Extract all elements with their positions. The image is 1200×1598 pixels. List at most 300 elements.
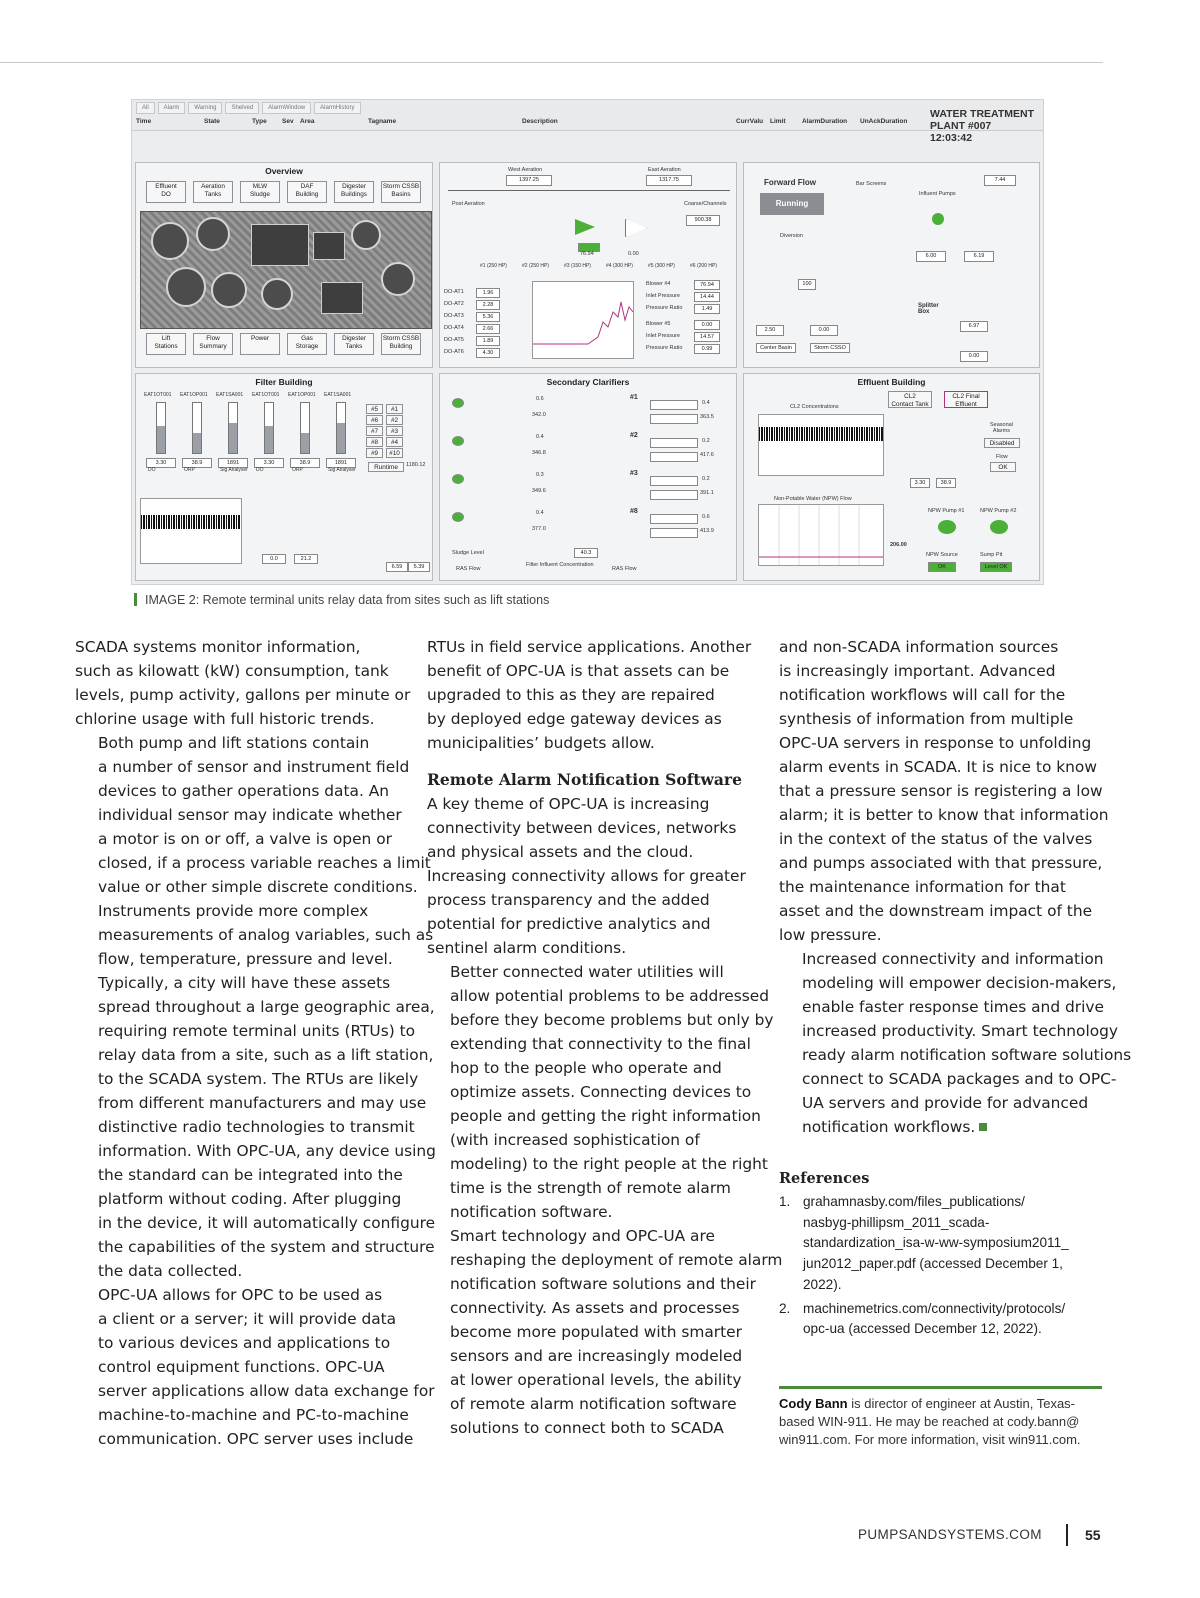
filter-trend-chart [140, 498, 242, 564]
filter-influent-label: Filter Influent Concentration [526, 562, 594, 568]
text-line: potential for predictive analytics and [427, 915, 711, 933]
text-line: a number of sensor and instrument field [98, 758, 410, 776]
article-column-1 [75, 635, 436, 1451]
text-line: and pumps associated with that pressure, [779, 854, 1103, 872]
clarifier-value: 0.2 [702, 438, 710, 444]
npw-trend-chart [758, 504, 884, 566]
npw-pump-1-icon [938, 520, 956, 534]
npw-source-status: OK [928, 562, 956, 572]
plant-title-line2: PLANT #007 [930, 120, 992, 132]
do-tag: DO-AT1 [444, 289, 464, 295]
text-line: chlorine usage with full historic trends. [75, 710, 375, 728]
effluent-orp-value: 38.9 [936, 478, 956, 488]
blower-label: #5 (300 HP) [648, 263, 675, 269]
references-title: References [779, 1170, 870, 1187]
paragraph [427, 792, 757, 960]
clarifier-value: 391.1 [700, 490, 714, 496]
filter-reading: 3.30 [146, 458, 176, 468]
text-line: A key theme of OPC-UA is increasing [427, 795, 710, 813]
clarifier-unit-label: #2 [630, 432, 638, 439]
alarm-column-header: UnAckDuration [860, 118, 908, 125]
text-line: increased productivity. Smart technology [802, 1022, 1119, 1040]
influent-pump-running-icon [932, 213, 944, 225]
text-line: become more populated with smarter [450, 1323, 742, 1341]
section-heading: Remote Alarm Notification Software [427, 770, 742, 789]
alarm-column-header: Type [252, 118, 267, 125]
filter-bottom-value-1: 6.59 [386, 562, 408, 572]
clarifier-unit-label: #3 [630, 470, 638, 477]
effluent-flow-ok-button[interactable]: OK [990, 462, 1016, 472]
daf-sludge-value: 21.2 [294, 554, 318, 564]
text-line: UA servers and provide for advanced [802, 1094, 1089, 1112]
text-line: ready alarm notification software solutions [802, 1046, 1132, 1064]
clarifier-value: 363.5 [700, 414, 714, 420]
filter-gauge [228, 402, 238, 454]
clarifier-level-bar [650, 438, 698, 448]
text-line: notification software solutions and their [450, 1275, 756, 1293]
alarm-column-header: Tagname [368, 118, 397, 125]
filter-tag: EAT1OT001 [252, 392, 280, 398]
text-line: individual sensor may indicate whether [98, 806, 402, 824]
west-aeration-value: 1397.25 [506, 175, 552, 186]
blower-detail-label: Pressure Ratio [646, 305, 683, 311]
text-line: to various devices and applications to [98, 1334, 391, 1352]
aeration-panel [439, 162, 737, 368]
text-line: (with increased sophistication of [450, 1131, 700, 1149]
overview-panel [135, 162, 433, 368]
text-line: closed, if a process variable reaches a limit [98, 854, 431, 872]
alarm-tabs [136, 102, 361, 114]
text-line: enable faster response times and drive [802, 998, 1104, 1016]
clarifier-unit-label: #8 [630, 508, 638, 515]
alarm-column-header: Sev [282, 118, 294, 125]
reference-item [779, 1192, 1109, 1296]
ras-flow-label-2: RAS Flow [612, 566, 637, 572]
secondary-clarifiers-panel [439, 373, 737, 581]
filter-trend-noise [141, 515, 241, 529]
reference-line: grahamnasby.com/files_publications/ [803, 1194, 1025, 1209]
npw-flow-title: Non-Potable Water (NPW) Flow [774, 496, 852, 502]
reference-line: 2022). [803, 1276, 842, 1292]
text-line: at lower operational levels, the ability [450, 1371, 742, 1389]
text-line: a motor is on or off, a valve is open or [98, 830, 392, 848]
npw-flow-value: 206.00 [890, 542, 907, 548]
plant-title-line1: WATER TREATMENT [930, 108, 1035, 120]
clarifier-flow-bar [650, 414, 698, 424]
alarm-tab[interactable]: AlarmWindow [262, 102, 311, 114]
paragraph [779, 947, 1132, 1139]
alarm-tab[interactable]: Warning [188, 102, 222, 114]
do-value: 2.28 [476, 300, 500, 310]
caption-accent-bar [134, 593, 137, 606]
text-line: OPC-UA servers in response to unfolding [779, 734, 1092, 752]
text-line: asset and the downstream impact of the [779, 902, 1093, 920]
text-line: communication. OPC server uses include [98, 1430, 414, 1448]
filter-gauge-fill [193, 433, 201, 453]
text-line: flow, temperature, pressure and level. [98, 950, 393, 968]
blower-detail-label: Pressure Ratio [646, 345, 683, 351]
text-line: devices to gather operations data. An [98, 782, 390, 800]
clarifier-value: 417.6 [700, 452, 714, 458]
bio-line: is director of engineer at Austin, Texas- [847, 1396, 1076, 1411]
scada-screenshot-figure [131, 99, 1044, 585]
blower-detail-value: 0.00 [694, 320, 720, 330]
blower-detail-value: 1.49 [694, 304, 720, 314]
reference-number: 1. [779, 1194, 791, 1209]
filter-reading-unit: DO [256, 467, 264, 473]
backwash-filter-button[interactable]: #10 [386, 448, 403, 458]
text-line: distinctive radio technologies to transmit [98, 1118, 415, 1136]
blower-label: #6 (200 HP) [690, 263, 717, 269]
clarifier-value: 0.3 [536, 472, 544, 478]
overview-nav-button[interactable]: Storm CSSB Building [381, 333, 421, 355]
filter-reading: 3.30 [254, 458, 284, 468]
alarm-column-header: AlarmDuration [802, 118, 848, 125]
text-line: RTUs in field service applications. Another [427, 638, 752, 656]
overview-nav-button[interactable]: Gas Storage [287, 333, 327, 355]
do-value: 4.30 [476, 348, 500, 358]
blower-detail-value: 14.44 [694, 292, 720, 302]
text-line: notification software. [450, 1203, 613, 1221]
splitter-box-label: Splitter Box [918, 303, 939, 315]
clarifier-level-bar [650, 400, 698, 410]
alarm-tab[interactable]: Alarm [158, 102, 186, 114]
backwash-filter-button[interactable]: #2 [386, 415, 403, 425]
south-wetwell-value: 6.00 [916, 251, 946, 262]
alarm-window-bar [132, 100, 1043, 131]
east-aeration-label: East Aeration [648, 167, 681, 173]
text-line: solutions to connect both to SCADA [450, 1419, 724, 1437]
column-2-body [427, 792, 783, 1440]
text-line: modeling) to the right people at the right [450, 1155, 768, 1173]
diurnal-basin-value: 0.00 [960, 351, 988, 362]
npw-trend-grid [759, 505, 883, 565]
text-line: connectivity between devices, networks [427, 819, 737, 837]
filter-tag: EAT1OP001 [180, 392, 208, 398]
blower-4-value: 76.94 [580, 251, 594, 257]
filter-gauge-fill [337, 423, 345, 453]
aeration-header-pipe [448, 190, 730, 191]
overview-nav-button[interactable]: Lift Stations [146, 333, 186, 355]
digester-tank-photo [381, 262, 415, 296]
blower-detail-label: Blower #5 [646, 321, 671, 327]
text-line: municipalities’ budgets allow. [427, 734, 655, 752]
overview-nav-button[interactable]: MLW Sludge [240, 181, 280, 203]
paragraph [427, 1224, 783, 1440]
clarifier-value: 346.8 [532, 450, 546, 456]
alarm-tab[interactable]: AlarmHistory [314, 102, 360, 114]
text-line: to the SCADA system. The RTUs are likely [98, 1070, 419, 1088]
blower-stopped-icon [625, 219, 647, 237]
storm-basin-photo [321, 282, 363, 314]
do-value: 2.66 [476, 324, 500, 334]
blower-detail-label: Blower #4 [646, 281, 671, 287]
text-line: optimize assets. Connecting devices to [450, 1083, 752, 1101]
text-line: the maintenance information for that [779, 878, 1066, 896]
seasonal-alarms-label: Seasonal Alarms [990, 422, 1013, 434]
filter-reading: 1891 [326, 458, 356, 468]
filter-tag: EAT1OT001 [144, 392, 172, 398]
filter-tag: EAT1SA001 [324, 392, 352, 398]
text-line: sentinel alarm conditions. [427, 939, 627, 957]
overview-nav-button[interactable]: Storm CSSB Basins [381, 181, 421, 203]
references-list [779, 1192, 1109, 1343]
text-line: in the device, it will automatically configure [98, 1214, 436, 1232]
text-line: Smart technology and OPC-UA are [450, 1227, 715, 1245]
text-line: reshaping the deployment of remote alarm [450, 1251, 783, 1269]
overview-nav-button[interactable]: Digester Tanks [334, 333, 374, 355]
effluent-building-panel [743, 373, 1040, 581]
overview-nav-button[interactable]: Digester Buildings [334, 181, 374, 203]
backwash-filter-button[interactable]: #3 [386, 426, 403, 436]
feed-flow-value: 0.0 [262, 554, 286, 564]
do-tag: DO-AT3 [444, 313, 464, 319]
blower-label: #1 (250 HP) [480, 263, 507, 269]
coarse-channels-value: 900.38 [686, 215, 720, 226]
filter-reading-unit: ORP [184, 467, 195, 473]
secondary-clarifiers-title: Secondary Clarifiers [546, 377, 630, 387]
blower-detail-value: 76.94 [694, 280, 720, 290]
storm-csso-label: Storm CSSO [810, 343, 850, 353]
text-line: notification workflows will call for the [779, 686, 1066, 704]
filter-gauge [336, 402, 346, 454]
clarifier-value: 0.6 [702, 514, 710, 520]
aeration-basin-photo [251, 224, 309, 266]
filter-reading-unit: ORP [292, 467, 303, 473]
clarifier-tank-photo [166, 267, 206, 307]
overview-nav-button[interactable]: Flow Summary [193, 333, 233, 355]
text-line: requiring remote terminal units (RTUs) to [98, 1022, 416, 1040]
effluent-do-value: 3.30 [910, 478, 930, 488]
clarifier-value: 349.6 [532, 488, 546, 494]
post-aeration-label: Post Aeration [452, 201, 485, 207]
filter-reading-unit: Sig Analyser [328, 467, 356, 473]
figure-caption-text: IMAGE 2: Remote terminal units relay data from sites such as lift stations [145, 593, 550, 607]
clarifier-level-value: 40.3 [574, 548, 598, 558]
aeration-trend-line [533, 282, 633, 358]
alarm-column-header: Time [136, 118, 152, 125]
seasonal-disabled-button[interactable]: Disabled [984, 438, 1020, 448]
overview-nav-button[interactable]: Aeration Tanks [193, 181, 233, 203]
clarifier-level-bar [650, 514, 698, 524]
bio-line: based WIN-911. He may be reached at cody.bann@ [779, 1414, 1080, 1429]
sludge-level-label: Sludge Level [452, 550, 484, 556]
do-tag: DO-AT5 [444, 337, 464, 343]
text-line: synthesis of information from multiple [779, 710, 1074, 728]
diversion-label: Diversion [780, 233, 803, 239]
center-basin-label: Center Basin [756, 343, 796, 353]
do-value: 1.96 [476, 288, 500, 298]
text-line: benefit of OPC-UA is that assets can be [427, 662, 730, 680]
west-aeration-label: West Aeration [508, 167, 543, 173]
filter-gauge [264, 402, 274, 454]
text-line: the capabilities of the system and structure [98, 1238, 435, 1256]
text-line: a client or a server; it will provide data [98, 1310, 397, 1328]
text-line: upgraded to this as they are repaired [427, 686, 715, 704]
text-line: alarm events in SCADA. It is nice to know [779, 758, 1097, 776]
clarifier-value: 0.2 [702, 476, 710, 482]
overview-nav-button[interactable]: DAF Building [287, 181, 327, 203]
filter-building-panel [135, 373, 433, 581]
filter-bottom-value-2: 5.39 [408, 562, 430, 572]
runtime-button[interactable]: Runtime [368, 462, 404, 472]
east-aeration-value: 1317.75 [646, 175, 692, 186]
text-line: Instruments provide more complex [98, 902, 369, 920]
diversion-value: 100 [798, 279, 816, 290]
aerial-plant-photo [140, 211, 432, 329]
paragraph [75, 635, 411, 731]
influent-pumps-label: Influent Pumps [919, 191, 956, 197]
clarifier-value: 342.0 [532, 412, 546, 418]
cl2-trend-noise [759, 427, 883, 441]
filter-reading: 38.9 [290, 458, 320, 468]
text-line: OPC-UA allows for OPC to be used as [98, 1286, 383, 1304]
reference-line: standardization_isa-w-ww-symposium2011_ [803, 1235, 1069, 1251]
cl2-final-effluent-button[interactable]: CL2 Final Effluent [944, 391, 988, 408]
text-line: Both pump and lift stations contain [98, 734, 370, 752]
text-line: allow potential problems to be addressed [450, 987, 770, 1005]
text-line: measurements of analog variables, such as [98, 926, 434, 944]
text-line: server applications allow data exchange for [98, 1382, 435, 1400]
blower-detail-value: 14.57 [694, 332, 720, 342]
text-line: Typically, a city will have these assets [98, 974, 391, 992]
text-line: the standard can be integrated into the [98, 1166, 403, 1184]
overview-title: Overview [265, 166, 303, 176]
blower-label: #3 (150 HP) [564, 263, 591, 269]
text-line: people and getting the right information [450, 1107, 761, 1125]
overview-nav-button[interactable]: Effluent DO [146, 181, 186, 203]
text-line: alarm; it is better to know that information [779, 806, 1109, 824]
clarifier-status-icon [452, 436, 464, 446]
paragraph [75, 731, 434, 971]
article-column-3 [779, 635, 1132, 1139]
reference-line: nasbyg-phillipsm_2011_scada- [803, 1214, 990, 1230]
clarifier-tank-photo [196, 217, 230, 251]
bio-line: win911.com. For more information, visit win911.com. [779, 1432, 1081, 1447]
backwash-filter-button[interactable]: #8 [366, 437, 383, 447]
filter-gauge [300, 402, 310, 454]
text-line: extending that connectivity to the final [450, 1035, 751, 1053]
text-line: process transparency and the added [427, 891, 710, 909]
text-line: low pressure. [779, 926, 882, 944]
figure-caption [134, 593, 549, 607]
clarifier-tank-photo [151, 222, 189, 260]
effluent-flow-label: Flow [996, 454, 1008, 460]
text-line: such as kilowatt (kW) consumption, tank [75, 662, 389, 680]
text-line: notification workflows. [779, 1115, 1104, 1139]
text-line: value or other simple discrete conditions. [98, 878, 418, 896]
forward-flow-status-button[interactable]: Running [760, 193, 824, 215]
text-line: sensors and are increasingly modeled [450, 1347, 743, 1365]
blower-detail-label: Inlet Pressure [646, 293, 680, 299]
digester-tank-photo [261, 278, 293, 310]
paragraph [75, 1283, 435, 1451]
text-line: SCADA systems monitor information, [75, 638, 361, 656]
text-line: connectivity. As assets and processes [450, 1299, 740, 1317]
alarm-tab[interactable]: Shelved [225, 102, 259, 114]
npw-pump-2-label: NPW Pump #2 [980, 508, 1017, 514]
basin-influent-value: 2.50 [756, 325, 784, 336]
text-line: relay data from a site, such as a lift station, [98, 1046, 434, 1064]
alarm-column-header: Area [300, 118, 315, 125]
text-line: levels, pump activity, gallons per minute or [75, 686, 411, 704]
text-line: connect to SCADA packages and to OPC- [802, 1070, 1117, 1088]
clarifier-flow-bar [650, 452, 698, 462]
blower-label: #2 (250 HP) [522, 263, 549, 269]
basin-return-value: 0.00 [810, 325, 838, 336]
alarm-column-header: Description [522, 118, 558, 125]
alarm-column-header: CurrValu [736, 118, 764, 125]
coarse-channels-label: Coarse/Channels [684, 201, 727, 207]
cl2-concentrations-label: CL2 Concentrations [790, 404, 839, 410]
text-line: before they become problems but only by [450, 1011, 774, 1029]
filter-gauge-fill [265, 426, 273, 454]
overview-nav-button[interactable]: Power [240, 333, 280, 355]
do-tag: DO-AT2 [444, 301, 464, 307]
backwash-filter-button[interactable]: #5 [366, 404, 383, 414]
text-line: time is the strength of remote alarm [450, 1179, 731, 1197]
filter-tag: EAT1OP001 [288, 392, 316, 398]
page-number: 55 [1085, 1527, 1101, 1543]
top-rule [0, 62, 1103, 63]
backwash-filter-button[interactable]: #4 [386, 437, 403, 447]
text-line: platform without coding. After plugging [98, 1190, 402, 1208]
reference-number: 2. [779, 1300, 791, 1316]
backwash-filter-button[interactable]: #7 [366, 426, 383, 436]
text-line: information. With OPC-UA, any device using [98, 1142, 436, 1160]
text-line: in the context of the status of the valves [779, 830, 1093, 848]
influent-flow-value: 7.44 [984, 175, 1016, 186]
text-line: Increased connectivity and information [802, 950, 1104, 968]
backwash-filter-button[interactable]: #6 [366, 415, 383, 425]
text-line: from different manufacturers and may use [98, 1094, 427, 1112]
clarifier-value: 413.9 [700, 528, 714, 534]
clarifier-value: 377.0 [532, 526, 546, 532]
filter-gauge-fill [301, 433, 309, 453]
text-line: is increasingly important. Advanced [779, 662, 1056, 680]
text-line: and physical assets and the cloud. [427, 843, 694, 861]
plant-title [930, 108, 1034, 144]
text-line: modeling will empower decision-makers, [802, 974, 1117, 992]
reference-line: machinemetrics.com/connectivity/protocols/ [803, 1300, 1066, 1316]
clarifier-level-bar [650, 476, 698, 486]
text-line: by deployed edge gateway devices as [427, 710, 722, 728]
filter-1180-value: 1180.12 [406, 462, 426, 468]
npw-source-label: NPW Source [926, 552, 958, 558]
clarifier-status-icon [452, 398, 464, 408]
backwash-filter-button[interactable]: #1 [386, 404, 403, 414]
filter-gauge-fill [157, 426, 165, 454]
digester-tank-photo [351, 220, 381, 250]
text-line: machine-to-machine and PC-to-machine [98, 1406, 409, 1424]
clarifier-value: 0.4 [702, 400, 710, 406]
clarifier-tank-photo [211, 272, 247, 308]
paragraph [779, 635, 1109, 947]
cl2-contact-tank-button[interactable]: CL2 Contact Tank [888, 391, 932, 408]
alarm-tab[interactable]: All [136, 102, 155, 114]
sump-pit-label: Sump Pit [980, 552, 1003, 558]
clarifier-flow-bar [650, 528, 698, 538]
filter-reading-unit: DO [148, 467, 156, 473]
backwash-filter-button[interactable]: #9 [366, 448, 383, 458]
do-value: 5.36 [476, 312, 500, 322]
filter-reading-unit: Sig Analyser [220, 467, 248, 473]
primary-clarifier-value: 6.97 [960, 321, 988, 332]
do-value: 1.89 [476, 336, 500, 346]
alarm-column-header: State [204, 118, 220, 125]
text-line: hop to the people who operate and [450, 1059, 722, 1077]
bio-rule [779, 1386, 1102, 1389]
